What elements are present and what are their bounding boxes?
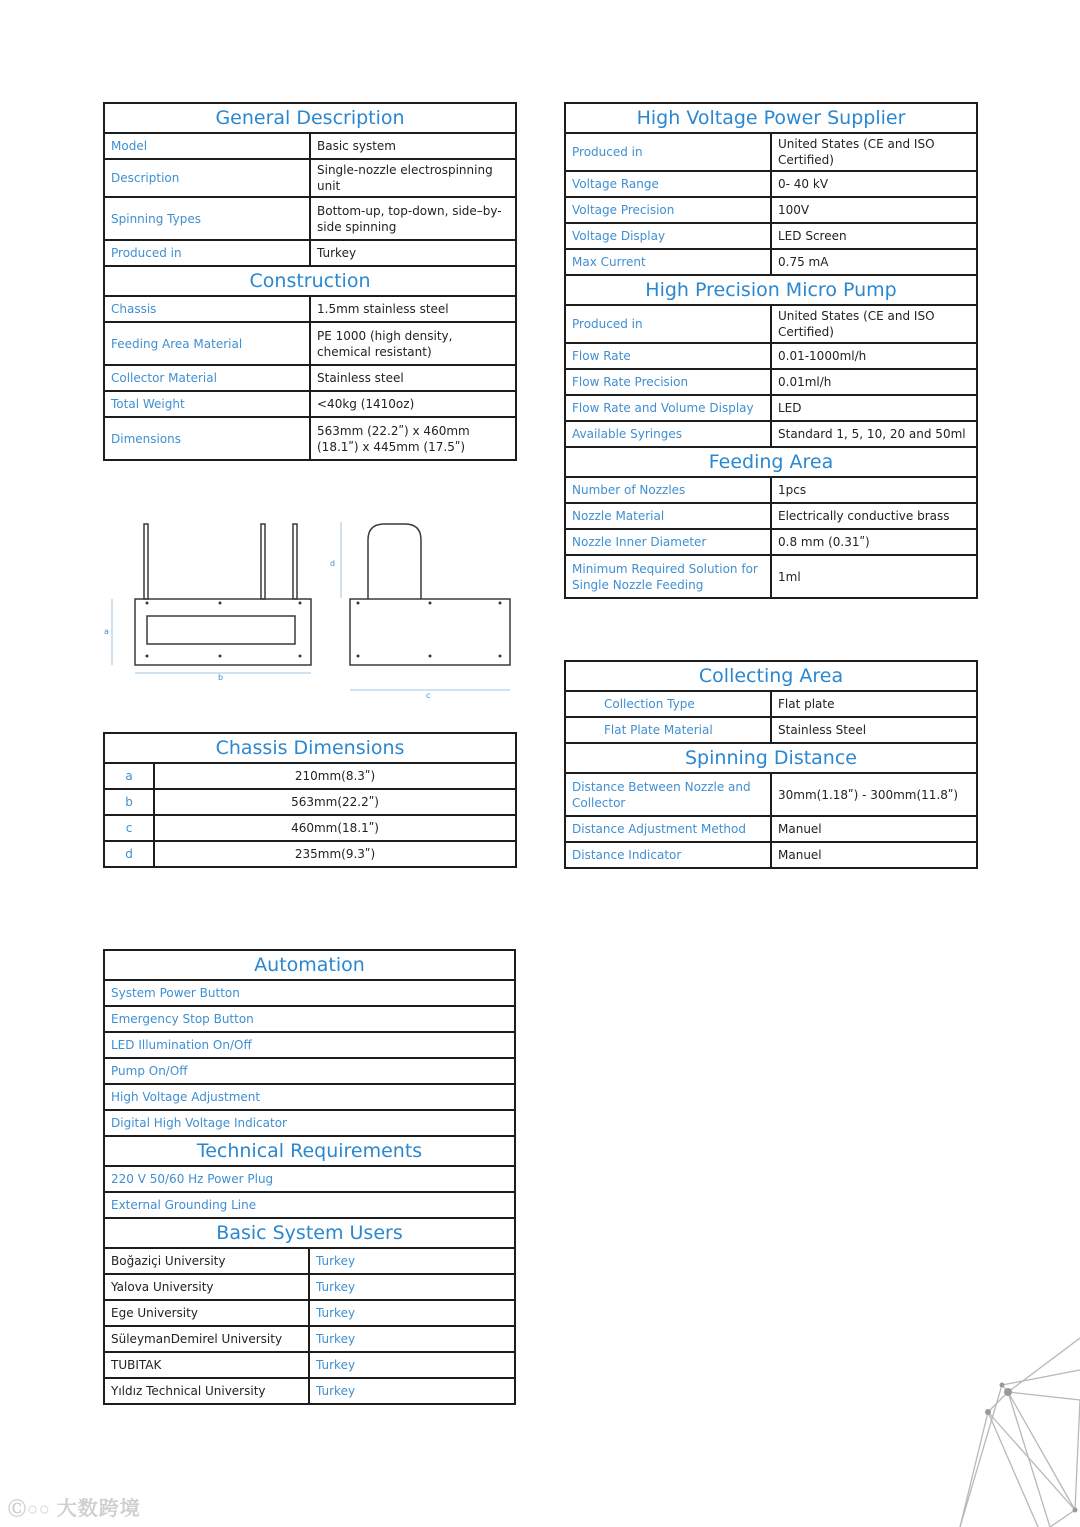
watermark-text: 大数跨境 (56, 1498, 141, 1520)
spec-value: 0.01-1000ml/h (771, 343, 977, 369)
spec-value: 0.01ml/h (771, 369, 977, 395)
spec-key: Model (104, 133, 310, 159)
spec-value: LED (771, 395, 977, 421)
dimension-label-d: d (330, 559, 336, 568)
spec-value: LED Screen (771, 223, 977, 249)
automation-item: Pump On/Off (104, 1058, 515, 1084)
list-item (104, 1192, 515, 1218)
list-item (104, 1032, 515, 1058)
user-name: Yalova University (104, 1274, 309, 1300)
spec-key: Nozzle Material (565, 503, 771, 529)
high-voltage-table (564, 102, 978, 599)
list-item (104, 1058, 515, 1084)
spec-value: Manuel (771, 816, 977, 842)
spec-key: Spinning Types (104, 197, 310, 240)
dimension-label-a: a (104, 627, 109, 636)
side-view (350, 524, 510, 665)
spec-key: Produced in (565, 133, 771, 171)
list-item (104, 1166, 515, 1192)
spec-value: 100V (771, 197, 977, 223)
table-row (565, 197, 977, 223)
chassis-dimensions-title: Chassis Dimensions (104, 733, 516, 763)
spec-key: Flow Rate (565, 343, 771, 369)
spinning-distance-title: Spinning Distance (565, 743, 977, 773)
dimension-key: a (104, 763, 154, 789)
table-row (104, 1352, 515, 1378)
basic-system-users-title: Basic System Users (104, 1218, 515, 1248)
user-name: Ege University (104, 1300, 309, 1326)
spec-key: Flat Plate Material (565, 717, 771, 743)
dimension-value: 210mm(8.3ʺ) (154, 763, 516, 789)
spec-value: Bottom-up, top-down, side–by-side spinning (310, 197, 516, 240)
spec-key: Description (104, 159, 310, 197)
spec-value: 0.8 mm (0.31ʺ) (771, 529, 977, 555)
list-item (104, 1006, 515, 1032)
user-country: Turkey (309, 1274, 515, 1300)
construction-title: Construction (104, 266, 516, 296)
automation-item: LED Illumination On/Off (104, 1032, 515, 1058)
spec-value: 563mm (22.2ʺ) x 460mm (18.1ʺ) x 445mm (17.5ʺ) (310, 417, 516, 460)
table-row (565, 503, 977, 529)
table-row (104, 1378, 515, 1404)
technical-requirements-title: Technical Requirements (104, 1136, 515, 1166)
spec-value: Electrically conductive brass (771, 503, 977, 529)
polygon-network-decoration (940, 1330, 1080, 1527)
spec-value: PE 1000 (high density, chemical resistant) (310, 322, 516, 365)
table-row (565, 305, 977, 343)
table-row (104, 1326, 515, 1352)
high-voltage-title: High Voltage Power Supplier (565, 103, 977, 133)
spec-value: Flat plate (771, 691, 977, 717)
spec-value: 1pcs (771, 477, 977, 503)
table-row (104, 296, 516, 322)
feeding-area-title: Feeding Area (565, 447, 977, 477)
table-row (565, 529, 977, 555)
watermark-logo: Ⓒ○○ (8, 1499, 51, 1519)
spec-key: Flow Rate Precision (565, 369, 771, 395)
table-row (104, 159, 516, 197)
chassis-diagram (100, 510, 520, 700)
dimension-label-c: c (426, 691, 431, 700)
spec-key: Max Current (565, 249, 771, 275)
spec-key: Produced in (565, 305, 771, 343)
table-row (104, 240, 516, 266)
spec-key: Dimensions (104, 417, 310, 460)
table-row (565, 343, 977, 369)
automation-item: Digital High Voltage Indicator (104, 1110, 515, 1136)
user-country: Turkey (309, 1326, 515, 1352)
spec-value: 0.75 mA (771, 249, 977, 275)
dimension-key: d (104, 841, 154, 867)
spec-key: Available Syringes (565, 421, 771, 447)
table-row (104, 391, 516, 417)
user-name: Boğaziçi University (104, 1248, 309, 1274)
table-row (104, 763, 516, 789)
spec-value: Standard 1, 5, 10, 20 and 50ml (771, 421, 977, 447)
spec-key: Feeding Area Material (104, 322, 310, 365)
spec-key: Minimum Required Solution for Single Nozzle Feeding (565, 555, 771, 598)
table-row (104, 841, 516, 867)
spec-key: Collection Type (565, 691, 771, 717)
table-row (565, 717, 977, 743)
spec-key: Flow Rate and Volume Display (565, 395, 771, 421)
spec-key: Voltage Precision (565, 197, 771, 223)
spec-key: Distance Adjustment Method (565, 816, 771, 842)
spec-key: Collector Material (104, 365, 310, 391)
spec-key: Produced in (104, 240, 310, 266)
spec-key: Voltage Display (565, 223, 771, 249)
automation-item: High Voltage Adjustment (104, 1084, 515, 1110)
user-country: Turkey (309, 1352, 515, 1378)
general-description-table (103, 102, 517, 461)
table-row (104, 1300, 515, 1326)
table-row (104, 133, 516, 159)
table-row (104, 197, 516, 240)
spec-value: United States (CE and ISO Certified) (771, 305, 977, 343)
spec-key: Number of Nozzles (565, 477, 771, 503)
spec-value: 1ml (771, 555, 977, 598)
spec-value: <40kg (1410oz) (310, 391, 516, 417)
table-row (565, 691, 977, 717)
table-row (565, 842, 977, 868)
spec-value: Stainless steel (310, 365, 516, 391)
table-row (565, 171, 977, 197)
technical-item: External Grounding Line (104, 1192, 515, 1218)
user-name: SüleymanDemirel University (104, 1326, 309, 1352)
spec-value: 30mm(1.18ʺ) - 300mm(11.8ʺ) (771, 773, 977, 816)
automation-table (103, 949, 516, 1405)
collecting-area-table (564, 660, 978, 869)
dimension-key: b (104, 789, 154, 815)
collecting-area-title: Collecting Area (565, 661, 977, 691)
table-row (104, 1274, 515, 1300)
chassis-dimensions-table (103, 732, 517, 868)
automation-item: System Power Button (104, 980, 515, 1006)
list-item (104, 980, 515, 1006)
table-row (565, 816, 977, 842)
automation-title: Automation (104, 950, 515, 980)
list-item (104, 1110, 515, 1136)
user-country: Turkey (309, 1248, 515, 1274)
dimension-key: c (104, 815, 154, 841)
table-row (104, 815, 516, 841)
spec-key: Nozzle Inner Diameter (565, 529, 771, 555)
watermark (8, 1492, 141, 1521)
spec-key: Distance Indicator (565, 842, 771, 868)
spec-value: Basic system (310, 133, 516, 159)
table-row (104, 365, 516, 391)
dimension-value: 235mm(9.3ʺ) (154, 841, 516, 867)
automation-item: Emergency Stop Button (104, 1006, 515, 1032)
table-row (565, 421, 977, 447)
user-country: Turkey (309, 1378, 515, 1404)
table-row (104, 417, 516, 460)
table-row (565, 223, 977, 249)
table-row (565, 477, 977, 503)
table-row (104, 789, 516, 815)
table-row (565, 395, 977, 421)
spec-value: Turkey (310, 240, 516, 266)
user-name: TUBITAK (104, 1352, 309, 1378)
user-name: Yıldız Technical University (104, 1378, 309, 1404)
table-row (565, 555, 977, 598)
general-description-title: General Description (104, 103, 516, 133)
dimension-label-b: b (218, 673, 224, 682)
front-view (135, 524, 311, 665)
micro-pump-title: High Precision Micro Pump (565, 275, 977, 305)
table-row (565, 369, 977, 395)
spec-value: 0- 40 kV (771, 171, 977, 197)
spec-value: Stainless Steel (771, 717, 977, 743)
list-item (104, 1084, 515, 1110)
spec-value: United States (CE and ISO Certified) (771, 133, 977, 171)
table-row (104, 1248, 515, 1274)
spec-key: Total Weight (104, 391, 310, 417)
spec-value: 1.5mm stainless steel (310, 296, 516, 322)
spec-key: Distance Between Nozzle and Collector (565, 773, 771, 816)
dimension-value: 460mm(18.1ʺ) (154, 815, 516, 841)
spec-key: Chassis (104, 296, 310, 322)
spec-value: Single-nozzle electrospinning unit (310, 159, 516, 197)
dimension-value: 563mm(22.2ʺ) (154, 789, 516, 815)
table-row (104, 322, 516, 365)
table-row (565, 249, 977, 275)
technical-item: 220 V 50/60 Hz Power Plug (104, 1166, 515, 1192)
user-country: Turkey (309, 1300, 515, 1326)
table-row (565, 773, 977, 816)
spec-key: Voltage Range (565, 171, 771, 197)
spec-value: Manuel (771, 842, 977, 868)
table-row (565, 133, 977, 171)
